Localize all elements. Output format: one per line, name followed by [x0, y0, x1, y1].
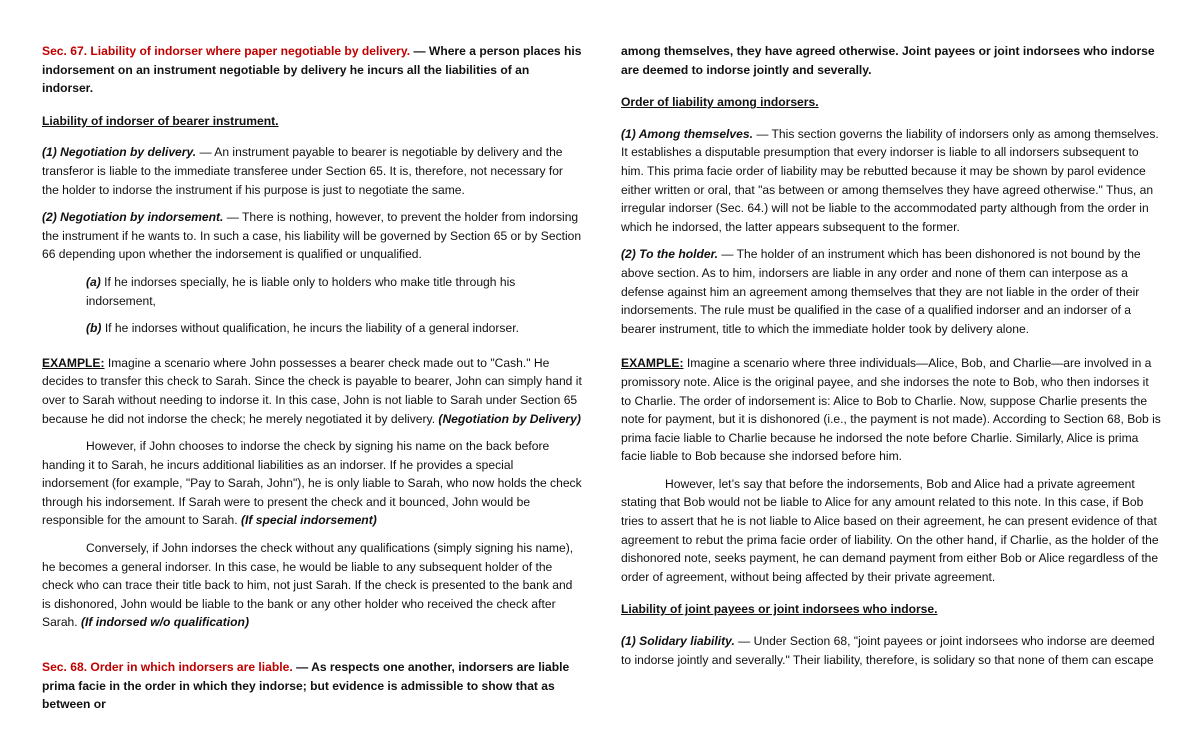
sub-b-text: If he indorses without qualification, he incurs the liability of a general indorser. — [101, 321, 519, 336]
sub-item-b — [42, 319, 582, 338]
sec68-continuation — [621, 42, 1161, 79]
sub-a-text: If he indorses specially, he is liable only to holders who make title through his indorsement, — [86, 274, 516, 308]
sec68-title: Sec. 68. Order in which indorsers are liable. — [42, 660, 293, 675]
however-john-paragraph — [42, 437, 582, 530]
p2-label: (2) Negotiation by indorsement. — [42, 210, 224, 225]
example-john-paragraph — [42, 354, 582, 428]
conversely-tag: (If indorsed w/o qualification) — [81, 615, 249, 630]
negotiation-by-indorsement-paragraph — [42, 208, 582, 264]
p1-text: — An instrument payable to bearer is negotiable by delivery and the transferor is liable to the immediate transferee under Section 65. It is, therefore, not necessary for the holder to indorse the instrument if his purpose is just to negotiate the same. — [42, 145, 563, 197]
however-alice-paragraph — [621, 475, 1161, 587]
example-alice-paragraph — [621, 354, 1161, 466]
sec67-text: — Where a person places his indorsement on an instrument negotiable by delivery he incurs all the liabilities of an indorser. — [42, 44, 582, 96]
r3-label: (1) Solidary liability. — [621, 634, 735, 649]
solidary-liability-paragraph — [621, 632, 1161, 669]
heading-bearer-text: Liability of indorser of bearer instrument. — [42, 113, 279, 128]
heading-order-of-liability — [621, 93, 1161, 112]
example-tag: (Negotiation by Delivery) — [438, 411, 581, 426]
r1-label: (1) Among themselves. — [621, 126, 753, 141]
right-column — [621, 42, 1161, 678]
negotiation-by-delivery-paragraph — [42, 143, 582, 199]
example-label: EXAMPLE: — [42, 355, 105, 370]
heading-order-text: Order of liability among indorsers. — [621, 95, 819, 110]
sec68-paragraph — [42, 658, 582, 714]
conversely-text: Conversely, if John indorses the check without any qualifications (simply signing his name), he becomes a general indorser. In this case, he would be liable to any subsequent holder of the check who can trace their title back to him, not just Sarah. If the check is presented to the bank and is dishonored, John would be liable to the bank or any other holder who received the check after Sarah. — [42, 541, 574, 630]
among-themselves-paragraph — [621, 125, 1161, 237]
however-tag: (If special indorsement) — [241, 513, 377, 528]
heading-bearer-instrument — [42, 112, 582, 131]
cont-text: among themselves, they have agreed otherwise. Joint payees or joint indorsees who indorse are deemed to indorse jointly and severally. — [621, 44, 1155, 77]
r2-text: — The holder of an instrument which has been dishonored is not bound by the above section. As to him, indorsers are liable in any order and none of them can interpose as a defense against him an agreement among themselves that they are not liable in the order of their indorsements. The rule must be qualified in the case of a qualified indorser and an indorser of a bearer instrument, title to which the immediate holder took by delivery alone. — [621, 247, 1141, 336]
sub-b-label: (b) — [86, 321, 102, 336]
left-column — [42, 42, 582, 723]
sub-a-label: (a) — [86, 274, 101, 289]
sec67-paragraph — [42, 42, 582, 98]
p1-label: (1) Negotiation by delivery. — [42, 145, 197, 160]
example-text-right: Imagine a scenario where three individuals—Alice, Bob, and Charlie—are involved in a promissory note. Alice is the original payee, and she indorses the note to Bob, who then indorses it to Charlie. The order of indorsement is: Alice to Bob to Charlie. Now, suppose Charlie presents the note for payment, but it is dishonored (i.e., the payment is not made). According to Section 68, Bob is prima facie liable to Charlie because he indorsed the note before Charlie. Similarly, Alice is prima facie liable to Bob because she indorsed before him. — [621, 356, 1161, 464]
heading-joint-payees — [621, 600, 1161, 619]
r3-text: — Under Section 68, "joint payees or joint indorsees who indorse are deemed to indorse jointly and severally." Their liability, therefore, is solidary so that none of them can escape — [621, 634, 1155, 667]
conversely-john-paragraph — [42, 539, 582, 632]
example-label-right: EXAMPLE: — [621, 356, 684, 371]
however-text: However, if John chooses to indorse the check by signing his name on the back before handing it to Sarah, he incurs additional liabilities as an indorser. If he provides a special indorsement (for example, "Pay to Sarah, John"), he is only liable to Sarah, who now holds the check through his indorsement. If Sarah were to present the check and it bounced, John would be responsible for the amount to Sarah. — [42, 439, 582, 528]
to-the-holder-paragraph — [621, 245, 1161, 338]
heading-joint-text: Liability of joint payees or joint indorsees who indorse. — [621, 602, 938, 617]
p2-text: — There is nothing, however, to prevent the holder from indorsing the instrument if he wants to. In such a case, his liability will be governed by Section 65 or by Section 66 depending upon whether the indorsement is qualified or unqualified. — [42, 210, 582, 262]
sec68-text: — As respects one another, indorsers are liable prima facie in the order in which they indorse; but evidence is admissible to show that as between or — [42, 660, 570, 712]
example-text: Imagine a scenario where John possesses a bearer check made out to "Cash." He decides to transfer this check to Sarah. Since the check is payable to bearer, John can simply hand it over to Sarah without needing to indorse it. In this case, John is not liable to Sarah under Section 65 because he did not indorse the check; he merely negotiated it by delivery. — [42, 355, 582, 426]
sec67-title: Sec. 67. Liability of indorser where paper negotiable by delivery. — [42, 44, 411, 58]
sub-item-a — [42, 273, 582, 310]
however-text-right: However, let’s say that before the indorsements, Bob and Alice had a private agreement stating that Bob would not be liable to Alice for any amount related to this note. In this case, if Bob tries to assert that he is not liable to Alice based on their agreement, he can present evidence of that agreement to rebut the prima facie order of liability. On the other hand, if Charlie, as the holder of the dishonored note, seeks payment, he can demand payment from either Bob or Alice regardless of the order of agreement, without being affected by their private agreement. — [621, 476, 1159, 584]
r1-text: — This section governs the liability of indorsers only as among themselves. It establishes a disputable presumption that every indorser is liable to all indorsers subsequent to him. This prima facie order of liability may be rebutted because it may be shown by parol evidence either written or oral, that "as between or among themselves they have agreed otherwise." Thus, an irregular indorser (Sec. 64.) will not be liable to the accommodated party although from the order in which he indorsed, the latter appears subsequent to the former. — [621, 126, 1159, 234]
r2-label: (2) To the holder. — [621, 247, 718, 262]
